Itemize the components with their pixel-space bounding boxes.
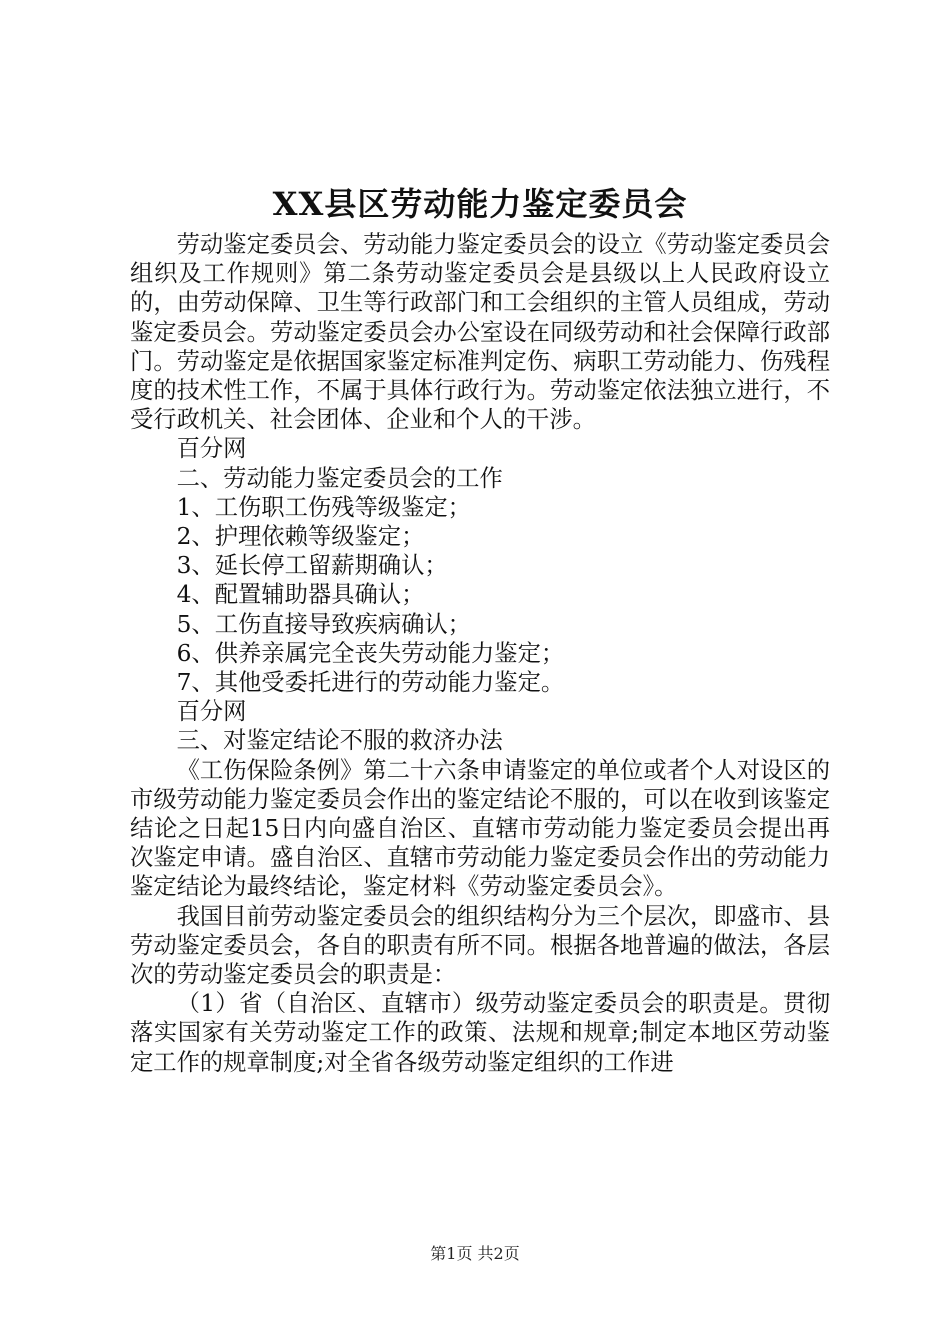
- source-note: 百分网: [176, 435, 247, 463]
- document-body: [130, 230, 830, 1077]
- paragraph-intro: 劳动鉴定委员会、劳动能力鉴定委员会的设立《劳动鉴定委员会组织及工作规则》第二条劳动鉴定委员会是县级以上人民政府设立的，由劳动保障、卫生等行政部门和工会组织的主管人员组成，劳动鉴定委员会。劳动鉴定委员会办公室设在同级劳动和社会保障行政部门。劳动鉴定是依据国家鉴定标准判定伤、病职工劳动能力、伤残程度的技术性工作，不属于具体行政行为。劳动鉴定依法独立进行，不受行政机关、社会团体、企业和个人的干涉。: [130, 231, 830, 434]
- page-number-footer: 第1页 共2页: [430, 1244, 520, 1263]
- paragraph-structure: 我国目前劳动鉴定委员会的组织结构分为三个层次，即盛市、县劳动鉴定委员会，各自的职责有所不同。根据各地普遍的做法，各层次的劳动鉴定委员会的职责是：: [130, 902, 830, 989]
- section-heading-remedies: 三、对鉴定结论不服的救济办法: [176, 727, 503, 755]
- paragraph-regulation: 《工伤保险条例》第二十六条申请鉴定的单位或者个人对设区的市级劳动能力鉴定委员会作出的鉴定结论不服的，可以在收到该鉴定结论之日起15日内向盛自治区、直辖市劳动能力鉴定委员会提出再次鉴定申请。盛自治区、直辖市劳动能力鉴定委员会作出的劳动能力鉴定结论为最终结论，鉴定材料《劳动鉴定委员会》。: [130, 756, 830, 901]
- paragraph-provincial-duties: （1）省（自治区、直辖市）级劳动鉴定委员会的职责是。贯彻落实国家有关劳动鉴定工作的政策、法规和规章;制定本地区劳动鉴定工作的规章制度;对全省各级劳动鉴定组织的工作进: [130, 990, 830, 1076]
- list-item: 2、护理依赖等级鉴定；: [176, 523, 425, 551]
- list-item: 6、供养亲属完全丧失劳动能力鉴定；: [176, 639, 565, 667]
- document-page: [130, 180, 830, 1077]
- document-title: XX县区劳动能力鉴定委员会: [272, 185, 688, 223]
- list-item: 7、其他受委托进行的劳动能力鉴定。: [176, 669, 565, 697]
- source-note: 百分网: [176, 698, 247, 726]
- list-item: 5、工伤直接导致疾病确认；: [176, 610, 471, 638]
- section-heading-duties: 二、劳动能力鉴定委员会的工作: [176, 464, 503, 492]
- list-item: 4、配置辅助器具确认；: [176, 581, 425, 609]
- list-item: 3、延长停工留薪期确认；: [176, 552, 448, 580]
- list-item: 1、工伤职工伤残等级鉴定；: [176, 493, 471, 521]
